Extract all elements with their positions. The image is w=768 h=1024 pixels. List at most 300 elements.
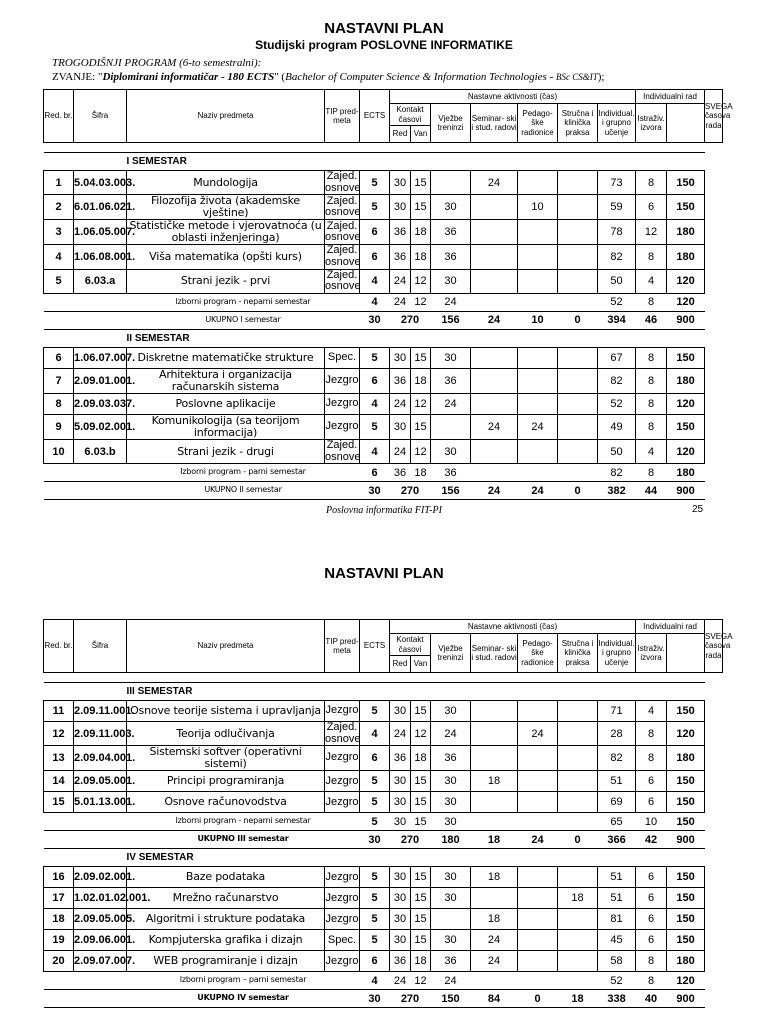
spacer-cell (325, 143, 360, 153)
col-header-istrazivanje: Istraživ. izvora (636, 634, 667, 673)
row-number: 11 (44, 701, 74, 722)
hours-total: 180 (667, 220, 705, 245)
row-number: 17 (44, 888, 74, 909)
hours-van: 15 (411, 347, 431, 368)
spacer-cell (44, 143, 74, 153)
col-header-nastavne: Nastavne aktivnosti (čas) (390, 620, 636, 634)
course-type: Jezgro (325, 368, 360, 393)
hours-seminarski (471, 245, 518, 269)
row-number: 8 (44, 393, 74, 414)
ects-value: 4 (360, 722, 390, 746)
hours-vjezbe: 36 (431, 245, 471, 269)
ects-value: 5 (360, 888, 390, 909)
course-code: 6.03.b (74, 440, 127, 464)
elective-individualni: 82 (610, 466, 623, 479)
hours-pedagoske (518, 951, 558, 972)
row-number: 14 (44, 771, 74, 792)
course-type: Jezgro (325, 909, 360, 930)
elective-istrazivanje: 8 (647, 296, 655, 309)
hours-van: 18 (411, 951, 431, 972)
row-number: 3 (44, 220, 74, 245)
total-individualni: 382 (598, 482, 636, 500)
hours-red: 30 (390, 930, 411, 951)
hours-istrazivanje: 6 (636, 792, 667, 813)
spacer-cell (390, 673, 411, 683)
total-seminarski: 18 (471, 831, 518, 849)
hours-red: 24 (390, 722, 411, 746)
hours-seminarski: 18 (471, 771, 518, 792)
semester-total-row (44, 831, 723, 849)
col-header-tip: TIP pred- meta (325, 90, 360, 143)
table-row (44, 746, 723, 771)
hours-vjezbe: 30 (431, 771, 471, 792)
ects-value: 5 (360, 867, 390, 888)
total-individualni: 366 (598, 831, 636, 849)
hours-seminarski (471, 195, 518, 220)
elective-istrazivanje: 8 (647, 974, 655, 987)
semester-total-row (44, 311, 723, 329)
hours-pedagoske (518, 792, 558, 813)
course-code: 2.09.05.005. (74, 909, 127, 930)
hours-strucna (558, 701, 598, 722)
spacer-cell (325, 673, 360, 683)
elective-name: Izborni program - neparni semestar (175, 816, 311, 826)
col-header-pedagoske: Pedago- ške radionice (518, 634, 558, 673)
table-row (44, 771, 723, 792)
hours-van: 12 (411, 269, 431, 293)
spacer-cell (431, 143, 471, 153)
total-kontakt: 270 (390, 831, 431, 849)
ects-value: 4 (360, 393, 390, 414)
course-code: 1.06.05.007. (74, 220, 127, 245)
spacer-cell (74, 673, 127, 683)
col-header-svega: SVEGA časova rada (705, 620, 723, 673)
spacer-cell (518, 673, 558, 683)
elective-total: 120 (676, 296, 695, 309)
elective-pedagoske (518, 293, 558, 311)
hours-pedagoske (518, 909, 558, 930)
elective-seminarski (471, 972, 518, 990)
course-name: Osnove računovodstva (127, 792, 325, 813)
course-name: Sistemski softver (operativni sistemi) (127, 746, 325, 771)
hours-van: 15 (411, 930, 431, 951)
spacer-cell (44, 673, 74, 683)
elective-red: 36 (393, 466, 407, 479)
elective-total: 180 (676, 466, 695, 479)
spacer-cell (636, 143, 667, 153)
zvanje-title: Diplomirani informatičar - 180 ECTS (102, 71, 275, 83)
hours-vjezbe (431, 171, 471, 195)
hours-van: 12 (411, 393, 431, 414)
hours-total: 150 (667, 701, 705, 722)
table-row (44, 245, 723, 269)
elective-pedagoske (518, 813, 558, 831)
course-type: Jezgro (325, 701, 360, 722)
hours-individualni: 59 (598, 195, 636, 220)
hours-total: 150 (667, 909, 705, 930)
hours-red: 36 (390, 220, 411, 245)
hours-red: 24 (390, 269, 411, 293)
table-row (44, 888, 723, 909)
hours-individualni: 82 (598, 746, 636, 771)
zvanje-suffix: " ( (274, 71, 286, 83)
course-code: 2.09.11.001. (74, 701, 127, 722)
col-header-individualni: Individualni rad (636, 620, 705, 634)
hours-vjezbe (431, 909, 471, 930)
col-header-ects: ECTS (360, 90, 390, 143)
total-strucna: 0 (558, 482, 598, 500)
spacer-cell (598, 673, 636, 683)
col-header-ind-grupno: Individual. i grupno učenje (598, 634, 636, 673)
elective-istrazivanje: 10 (644, 815, 658, 828)
elective-row (44, 972, 723, 990)
hours-vjezbe: 30 (431, 195, 471, 220)
hours-individualni: 69 (598, 792, 636, 813)
hours-strucna (558, 867, 598, 888)
semester-total-label: UKUPNO II semestar (127, 482, 360, 500)
spacer-cell (411, 673, 431, 683)
course-name: Mrežno računarstvo (127, 888, 325, 909)
hours-individualni: 45 (598, 930, 636, 951)
total-kontakt: 270 (390, 482, 431, 500)
course-type: Jezgro (325, 414, 360, 439)
hours-seminarski: 18 (471, 909, 518, 930)
hours-red: 30 (390, 792, 411, 813)
blank-cell (44, 293, 127, 311)
elective-name: Izborni program – parni semestar (179, 975, 307, 985)
col-header-sifra: Šifra (74, 90, 127, 143)
elective-ects: 4 (371, 974, 378, 987)
hours-individualni: 51 (598, 888, 636, 909)
hours-vjezbe: 36 (431, 220, 471, 245)
course-type: Jezgro (325, 867, 360, 888)
ects-value: 4 (360, 269, 390, 293)
hours-van: 15 (411, 867, 431, 888)
total-kontakt: 270 (390, 990, 431, 1008)
elective-strucna (558, 972, 598, 990)
hours-total: 180 (667, 245, 705, 269)
hours-strucna (558, 368, 598, 393)
course-name: Arhitektura i organizacija računarskih sistema (127, 368, 325, 393)
hours-van: 18 (411, 220, 431, 245)
elective-seminarski (471, 464, 518, 482)
course-type: Spec. (325, 347, 360, 368)
hours-strucna (558, 909, 598, 930)
page-title: NASTAVNI PLAN (324, 20, 444, 37)
total-istrazivanje: 42 (636, 831, 667, 849)
spacer-cell (667, 673, 705, 683)
course-name: Statističke metode i vjerovatnoća (u oblasti inženjeringa) (127, 220, 325, 245)
hours-pedagoske: 24 (518, 414, 558, 439)
hours-total: 150 (667, 888, 705, 909)
hours-total: 120 (667, 440, 705, 464)
total-strucna: 0 (558, 311, 598, 329)
table-row (44, 909, 723, 930)
hours-individualni: 81 (598, 909, 636, 930)
course-code: 6.03.a (74, 269, 127, 293)
hours-vjezbe: 24 (431, 722, 471, 746)
blank-cell (44, 972, 127, 990)
course-code: 2.09.11.003. (74, 722, 127, 746)
total-seminarski: 24 (471, 482, 518, 500)
hours-seminarski (471, 393, 518, 414)
blank-cell (44, 482, 127, 500)
total-istrazivanje: 40 (636, 990, 667, 1008)
total-svega: 900 (667, 311, 705, 329)
hours-total: 180 (667, 951, 705, 972)
course-code: 1.06.08.001. (74, 245, 127, 269)
col-header-naziv: Naziv predmeta (127, 620, 325, 673)
hours-individualni: 71 (598, 701, 636, 722)
spacer-cell (431, 673, 471, 683)
col-header-naziv: Naziv predmeta (127, 90, 325, 143)
hours-total: 180 (667, 368, 705, 393)
hours-istrazivanje: 8 (636, 171, 667, 195)
elective-vjezbe: 30 (444, 815, 457, 828)
hours-seminarski (471, 347, 518, 368)
course-name: Poslovne aplikacije (127, 393, 325, 414)
blank-cell (44, 813, 127, 831)
spacer-cell (598, 143, 636, 153)
hours-pedagoske (518, 269, 558, 293)
hours-istrazivanje: 8 (636, 368, 667, 393)
course-code: 1.02.01.02.001. (74, 888, 127, 909)
ects-value: 5 (360, 347, 390, 368)
course-name: Algoritmi i strukture podataka (127, 909, 325, 930)
table-row (44, 347, 723, 368)
hours-individualni: 58 (598, 951, 636, 972)
hours-vjezbe: 30 (431, 269, 471, 293)
hours-red: 30 (390, 771, 411, 792)
hours-total: 150 (667, 930, 705, 951)
hours-pedagoske (518, 930, 558, 951)
course-type: Jezgro (325, 746, 360, 771)
hours-total: 120 (667, 393, 705, 414)
page2-title: NASTAVNI PLAN (324, 565, 444, 582)
hours-strucna (558, 171, 598, 195)
semester-total-label: UKUPNO III semestar (127, 831, 360, 849)
hours-istrazivanje: 8 (636, 414, 667, 439)
row-number: 7 (44, 368, 74, 393)
total-svega: 900 (667, 831, 705, 849)
course-name: Viša matematika (opšti kurs) (127, 245, 325, 269)
spacer-cell (390, 143, 411, 153)
hours-van: 12 (411, 440, 431, 464)
row-number: 5 (44, 269, 74, 293)
spacer-cell (127, 673, 325, 683)
col-header-seminarski: Seminar- ski i stud. radovi (471, 104, 518, 143)
course-type: Jezgro (325, 951, 360, 972)
col-header-strucna: Stručna i klinička praksa (558, 104, 598, 143)
elective-ects: 4 (371, 296, 378, 309)
total-vjezbe: 156 (431, 482, 471, 500)
hours-individualni: 82 (598, 245, 636, 269)
total-ects: 30 (360, 990, 390, 1008)
course-type: Zajed. osnove (325, 219, 361, 244)
hours-istrazivanje: 4 (636, 269, 667, 293)
row-number: 20 (44, 951, 74, 972)
zvanje-abbr: BSc CS&IT (555, 72, 598, 82)
spacer-cell (471, 143, 518, 153)
hours-strucna (558, 195, 598, 220)
col-header-van: Van (411, 656, 431, 673)
ects-value: 5 (360, 909, 390, 930)
elective-red: 24 (393, 296, 407, 309)
course-code: 6.01.06.021. (74, 195, 127, 220)
hours-seminarski: 24 (471, 171, 518, 195)
course-type: Zajed. osnove (325, 170, 361, 194)
hours-van: 15 (411, 414, 431, 439)
semester-total-row (44, 990, 723, 1008)
hours-pedagoske (518, 393, 558, 414)
course-type: Jezgro (325, 888, 360, 909)
hours-pedagoske: 10 (518, 195, 558, 220)
row-number: 18 (44, 909, 74, 930)
course-type: Zajed. osnove (325, 268, 361, 293)
hours-red: 36 (390, 245, 411, 269)
hours-seminarski (471, 792, 518, 813)
hours-red: 30 (390, 414, 411, 439)
elective-row (44, 293, 723, 311)
spacer-cell (558, 143, 598, 153)
course-type: Zajed. osnove (325, 439, 361, 463)
ects-value: 6 (360, 245, 390, 269)
hours-vjezbe: 36 (431, 951, 471, 972)
total-istrazivanje: 46 (636, 311, 667, 329)
zvanje-note (52, 71, 604, 83)
hours-pedagoske (518, 368, 558, 393)
col-header-svega: SVEGA časova rada (705, 90, 723, 143)
total-kontakt: 270 (390, 311, 431, 329)
course-name: WEB programiranje i dizajn (127, 951, 325, 972)
col-header-nastavne: Nastavne aktivnosti (čas) (390, 90, 636, 104)
hours-van: 15 (411, 195, 431, 220)
total-ects: 30 (360, 482, 390, 500)
total-svega: 900 (667, 990, 705, 1008)
elective-strucna (558, 293, 598, 311)
total-seminarski: 84 (471, 990, 518, 1008)
col-header-rb: Red. br. (44, 90, 74, 143)
elective-ects: 5 (371, 815, 378, 828)
hours-total: 150 (667, 171, 705, 195)
elective-individualni: 65 (610, 815, 623, 828)
semester-total-label: UKUPNO I semestar (127, 311, 360, 329)
total-vjezbe: 156 (431, 311, 471, 329)
total-seminarski: 24 (471, 311, 518, 329)
course-name: Komunikologija (sa teorijom informacija) (127, 414, 325, 439)
course-name: Strani jezik - prvi (127, 269, 325, 293)
row-number: 1 (44, 171, 74, 195)
total-ects: 30 (360, 311, 390, 329)
hours-red: 30 (390, 888, 411, 909)
total-svega: 900 (667, 482, 705, 500)
curriculum-table-2 (43, 619, 733, 1008)
ects-value: 4 (360, 440, 390, 464)
hours-red: 36 (390, 951, 411, 972)
course-type: Spec. (325, 930, 360, 951)
hours-seminarski: 18 (471, 867, 518, 888)
hours-red: 24 (390, 440, 411, 464)
row-number: 12 (44, 722, 74, 746)
elective-van: 18 (414, 466, 427, 479)
hours-van: 12 (411, 722, 431, 746)
spacer-cell (471, 673, 518, 683)
hours-individualni: 50 (598, 269, 636, 293)
hours-seminarski: 24 (471, 930, 518, 951)
hours-van: 18 (411, 746, 431, 771)
row-number: 6 (44, 347, 74, 368)
hours-individualni: 67 (598, 347, 636, 368)
ects-value: 5 (360, 414, 390, 439)
hours-total: 150 (667, 867, 705, 888)
elective-vjezbe: 24 (444, 974, 457, 987)
hours-istrazivanje: 12 (636, 220, 667, 245)
hours-seminarski (471, 888, 518, 909)
course-name: Teorija odlučivanja (127, 722, 325, 746)
course-name: Mundologija (127, 171, 325, 195)
hours-individualni: 51 (598, 867, 636, 888)
spacer-cell (667, 143, 705, 153)
table-row (44, 951, 723, 972)
elective-row (44, 464, 723, 482)
col-header-individualni: Individualni rad (636, 90, 705, 104)
course-code: 5.01.13.001. (74, 792, 127, 813)
course-type: Zajed. osnove (325, 244, 361, 269)
course-code: 2.09.05.001. (74, 771, 127, 792)
row-number: 4 (44, 245, 74, 269)
course-name: Kompjuterska grafika i dizajn (127, 930, 325, 951)
row-number: 9 (44, 414, 74, 439)
hours-van: 15 (411, 771, 431, 792)
elective-name: Izborni program - parni semestar (180, 467, 306, 477)
ects-value: 5 (360, 171, 390, 195)
hours-istrazivanje: 8 (636, 746, 667, 771)
ects-value: 6 (360, 951, 390, 972)
hours-vjezbe: 30 (431, 867, 471, 888)
course-name: Strani jezik - drugi (127, 440, 325, 464)
course-name: Filozofija života (akademske vještine) (127, 195, 325, 220)
hours-red: 36 (390, 746, 411, 771)
col-header-ects: ECTS (360, 620, 390, 673)
blank-cell (44, 831, 127, 849)
course-code: 2.09.07.007. (74, 951, 127, 972)
hours-seminarski (471, 722, 518, 746)
elective-seminarski (471, 293, 518, 311)
ects-value: 6 (360, 368, 390, 393)
hours-red: 30 (390, 909, 411, 930)
table-row (44, 220, 723, 245)
table-row (44, 867, 723, 888)
curriculum-table-1 (43, 89, 733, 500)
col-header-tip: TIP pred- meta (325, 620, 360, 673)
hours-total: 120 (667, 269, 705, 293)
hours-total: 180 (667, 746, 705, 771)
course-type: Jezgro (325, 792, 360, 813)
total-vjezbe: 180 (431, 831, 471, 849)
hours-vjezbe: 36 (431, 746, 471, 771)
elective-pedagoske (518, 464, 558, 482)
row-number: 15 (44, 792, 74, 813)
course-code: 1.06.07.007. (74, 347, 127, 368)
hours-van: 18 (411, 245, 431, 269)
hours-pedagoske (518, 771, 558, 792)
hours-istrazivanje: 8 (636, 347, 667, 368)
hours-vjezbe: 30 (431, 888, 471, 909)
ects-value: 6 (360, 746, 390, 771)
elective-name: Izborni program - neparni semestar (175, 296, 311, 306)
hours-strucna (558, 722, 598, 746)
hours-strucna (558, 393, 598, 414)
